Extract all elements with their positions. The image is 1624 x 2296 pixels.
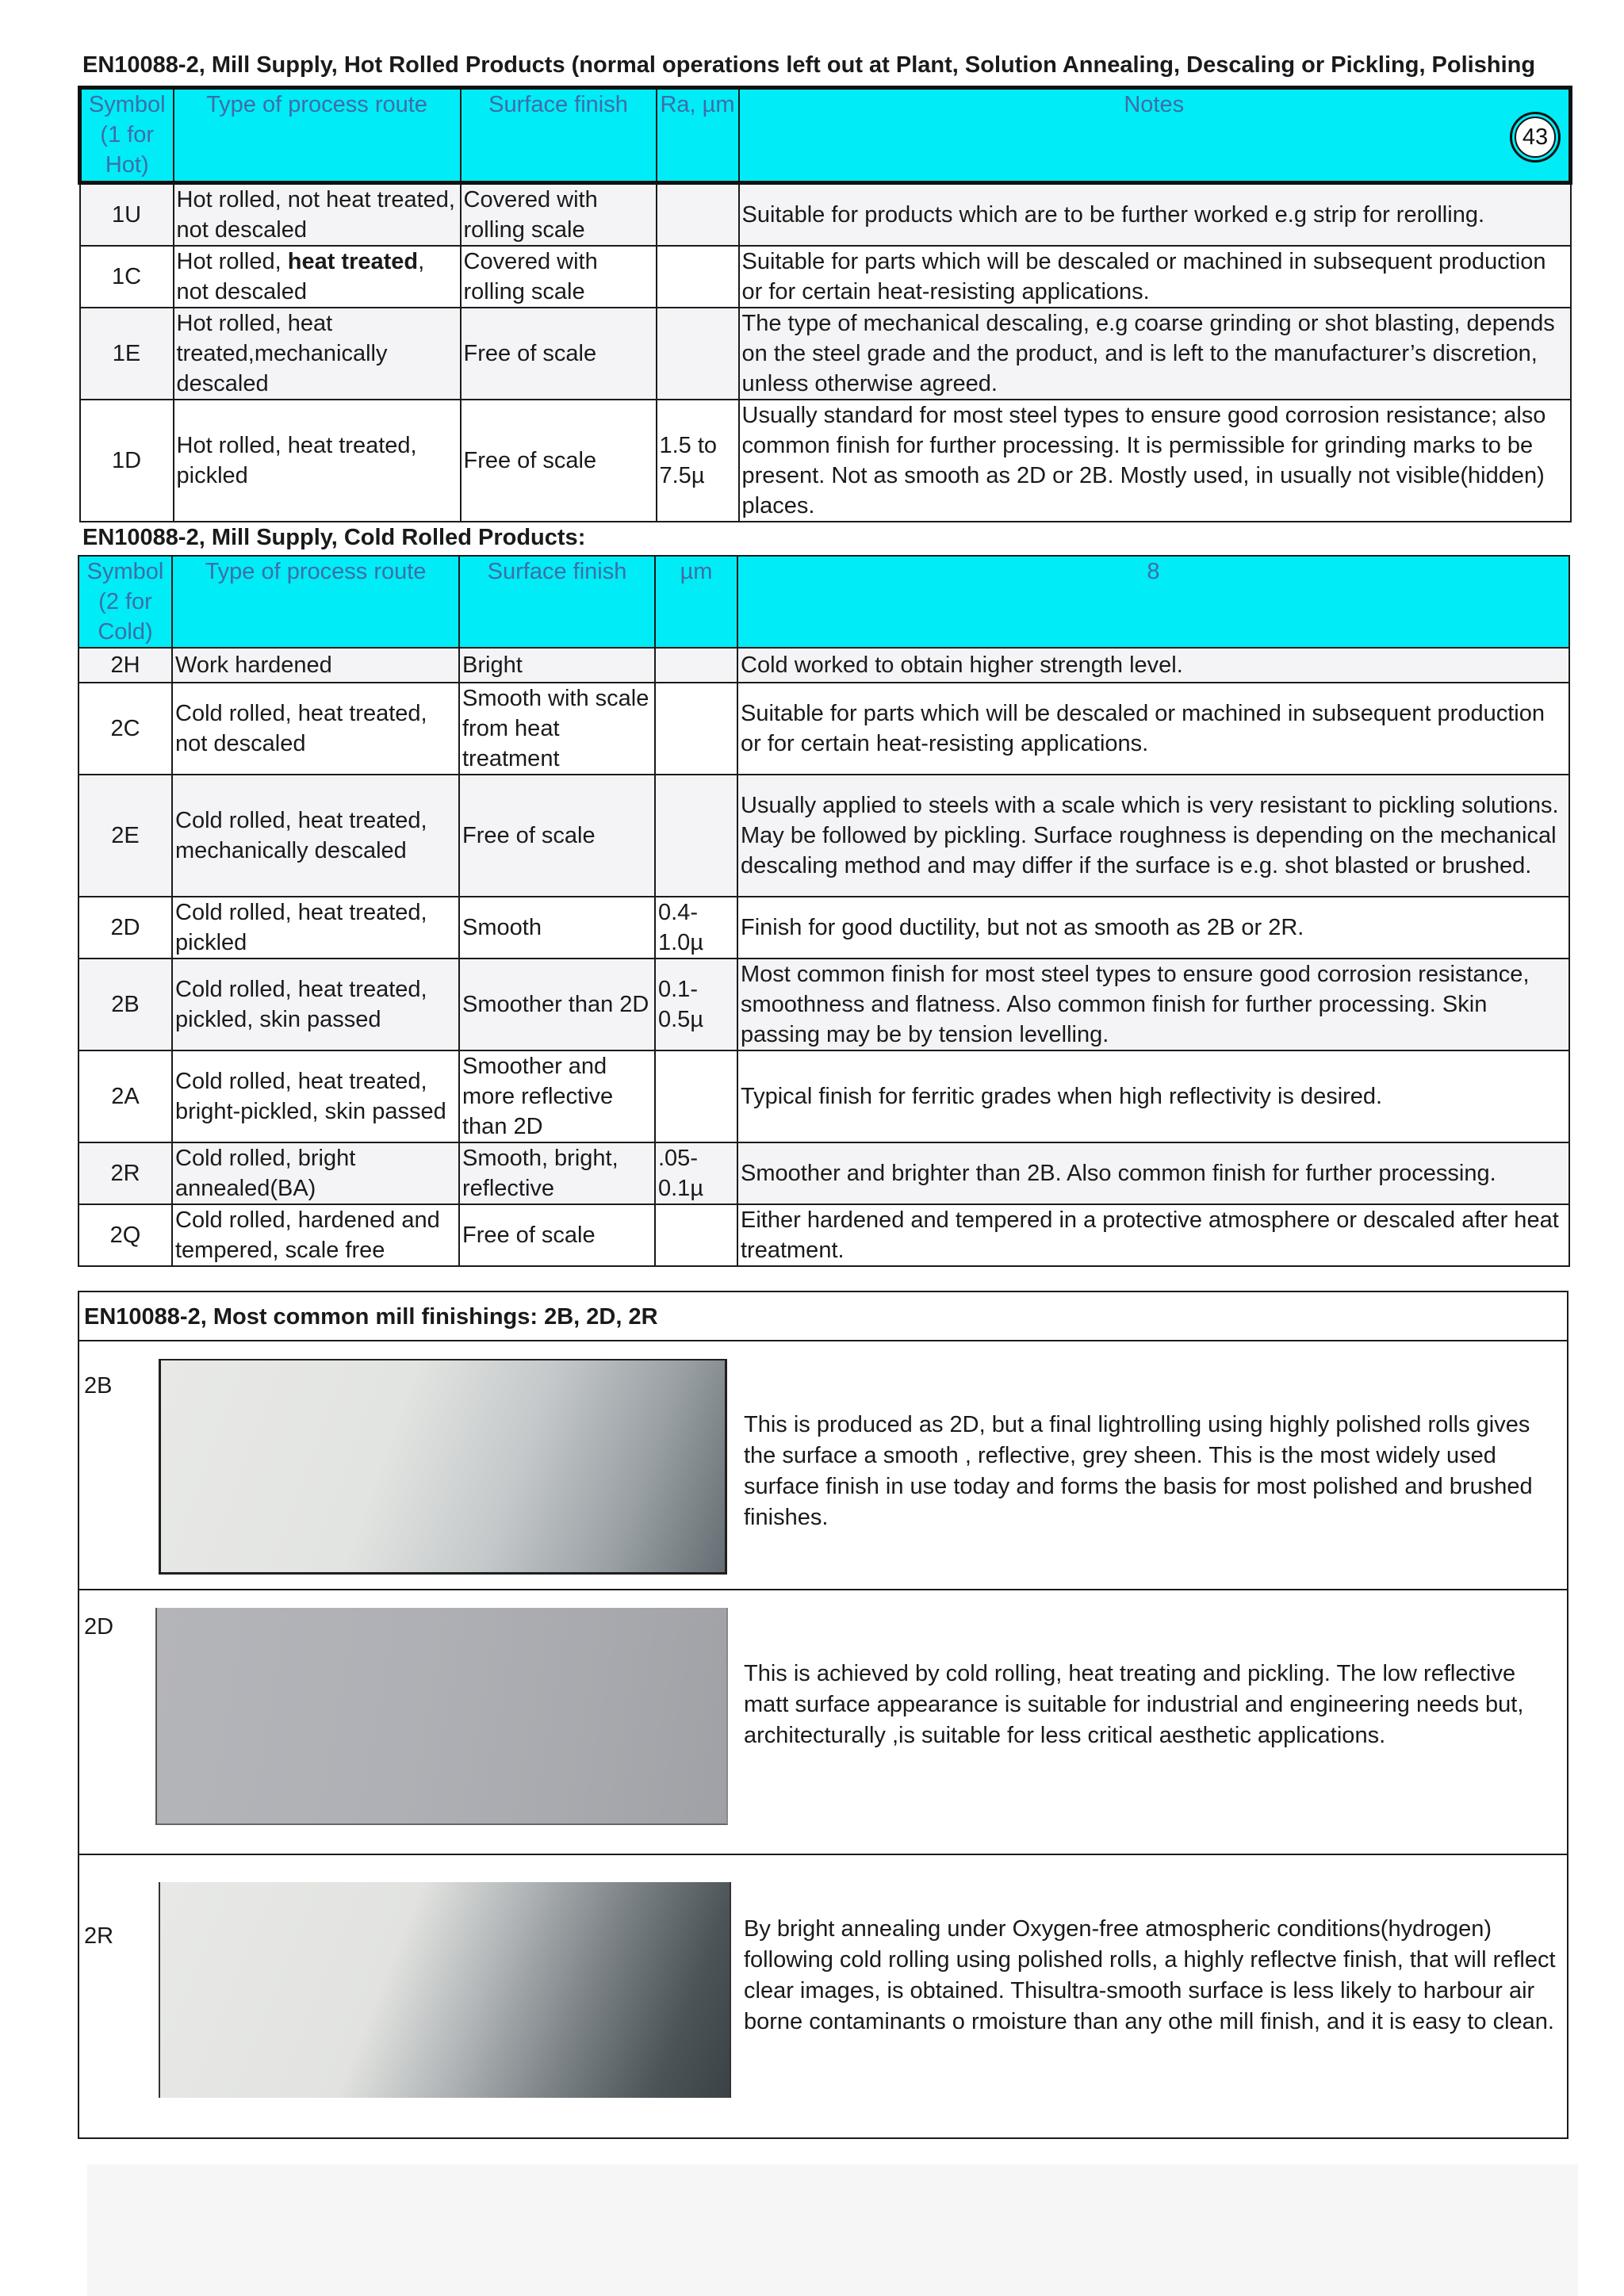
- ra-cell: [655, 648, 737, 683]
- finish-sample-description: This is produced as 2D, but a final lightrolling using highly polished rolls gives the surface a smooth , reflective, grey sheen. This is the most widely used surface finish in use today and forms the basis for most polished and brushed finishes.: [744, 1412, 1533, 1530]
- col-route-header: Type of process route: [172, 556, 459, 648]
- notes-cell: Either hardened and tempered in a protective atmosphere or descaled after heat treatment.: [737, 1204, 1569, 1266]
- finish-cell: Bright: [459, 648, 655, 683]
- symbol-cell: 1U: [80, 183, 174, 247]
- finish-2r-swatch-image: [159, 1882, 731, 2098]
- notes-cell: Suitable for parts which will be descaled or machined in subsequent production or for certain heat-resisting applications.: [737, 683, 1569, 775]
- finish-sample-label: 2D: [84, 1614, 114, 1640]
- route-cell: Work hardened: [172, 648, 459, 683]
- symbol-cell: 2D: [79, 897, 172, 959]
- ra-cell: [655, 683, 737, 775]
- finish-cell: Smoother and more reflective than 2D: [459, 1050, 655, 1142]
- ra-cell: 0.1-0.5µ: [655, 959, 737, 1050]
- finish-sample-2b: [79, 1341, 1567, 1590]
- route-cell: Hot rolled, heat treated, pickled: [174, 400, 461, 522]
- col-finish-header: Surface finish: [461, 88, 657, 183]
- ra-cell: .05-0.1µ: [655, 1142, 737, 1204]
- table-row: [79, 959, 1569, 1050]
- table-row: [79, 648, 1569, 683]
- notes-header-label: Notes: [1124, 92, 1185, 117]
- col-finish-header: Surface finish: [459, 556, 655, 648]
- finish-sample-description: This is achieved by cold rolling, heat treating and pickling. The low reflective matt surface appearance is suitable for industrial and engineering needs but, architecturally ,is suitable for less critical aesthetic applications.: [744, 1661, 1524, 1748]
- symbol-cell: 2R: [79, 1142, 172, 1204]
- route-cell: Hot rolled, heat treated,mechanically descaled: [174, 308, 461, 400]
- ra-cell: [657, 308, 739, 400]
- hot-header-row: [80, 88, 1571, 183]
- finish-sample-label: 2R: [84, 1923, 114, 1949]
- notes-cell: Usually applied to steels with a scale which is very resistant to pickling solutions. May be followed by pickling. Surface roughness is depending on the mechanical descaling method and may differ if the surface is e.g. shot blasted or brushed.: [737, 775, 1569, 897]
- finish-cell: Smooth, bright, reflective: [459, 1142, 655, 1204]
- ra-cell: [655, 775, 737, 897]
- finish-cell: Smoother than 2D: [459, 959, 655, 1050]
- finish-2b-swatch-image: [159, 1359, 727, 1575]
- table-row: [80, 308, 1571, 400]
- ra-cell: [655, 1050, 737, 1142]
- table-row: [79, 683, 1569, 775]
- route-text: Hot rolled,: [176, 249, 288, 274]
- common-finishes-panel: [78, 1291, 1568, 2139]
- finish-sample-2d: [79, 1590, 1567, 1855]
- finish-sample-label: 2B: [84, 1373, 113, 1399]
- finish-sample-description: By bright annealing under Oxygen-free atmospheric conditions(hydrogen) following cold rolling using polished rolls, a highly reflectve finish, that will reflect clear images, is obtained. Thisultra-smooth surface is less likely to harbour air borne contaminants o rmoisture than any othe mill finish, and it is easy to clean.: [744, 1916, 1556, 2034]
- finish-cell: Free of scale: [459, 775, 655, 897]
- route-cell: Cold rolled, heat treated, mechanically descaled: [172, 775, 459, 897]
- table-row: [79, 897, 1569, 959]
- col-route-header: Type of process route: [174, 88, 461, 183]
- route-cell: Cold rolled, heat treated, pickled: [172, 897, 459, 959]
- route-emphasis: heat treated: [287, 249, 419, 274]
- col-ra-header: µm: [655, 556, 737, 648]
- col-ra-header: Ra, µm: [657, 88, 739, 183]
- hot-rolled-heading: EN10088-2, Mill Supply, Hot Rolled Products (normal operations left out at Plant, Solution Annealing, Descaling or Pickling, Polishing: [82, 52, 1536, 78]
- col-symbol-header: Symbol (1 for Hot): [80, 88, 174, 183]
- symbol-cell: 2A: [79, 1050, 172, 1142]
- route-cell: Cold rolled, heat treated, pickled, skin passed: [172, 959, 459, 1050]
- route-cell: Cold rolled, bright annealed(BA): [172, 1142, 459, 1204]
- finish-cell: Covered with rolling scale: [461, 246, 657, 308]
- page-number: 43: [1515, 117, 1556, 158]
- ra-cell: 0.4-1.0µ: [655, 897, 737, 959]
- table-row: [79, 1204, 1569, 1266]
- ra-cell: 1.5 to 7.5µ: [657, 400, 739, 522]
- hot-rolled-table: [78, 86, 1572, 522]
- notes-cell: Suitable for parts which will be descaled or machined in subsequent production or for certain heat-resisting applications.: [739, 246, 1571, 308]
- finish-2d-swatch-image: [155, 1608, 728, 1825]
- symbol-cell: 2H: [79, 648, 172, 683]
- table-row: [79, 1050, 1569, 1142]
- cold-header-row: [79, 556, 1569, 648]
- finish-cell: Free of scale: [461, 308, 657, 400]
- route-text-end: , not descaled: [176, 249, 425, 304]
- finish-sample-2r: [79, 1855, 1567, 2137]
- table-row: [80, 400, 1571, 522]
- page-bottom-shade: [87, 2164, 1578, 2296]
- symbol-cell: 1D: [80, 400, 174, 522]
- route-cell: Cold rolled, heat treated, not descaled: [172, 683, 459, 775]
- symbol-cell: 2E: [79, 775, 172, 897]
- symbol-cell: 1E: [80, 308, 174, 400]
- symbol-cell: 2C: [79, 683, 172, 775]
- finish-cell: Smooth with scale from heat treatment: [459, 683, 655, 775]
- notes-cell: Typical finish for ferritic grades when high reflectivity is desired.: [737, 1050, 1569, 1142]
- notes-cell: Suitable for products which are to be further worked e.g strip for rerolling.: [739, 183, 1571, 247]
- notes-cell: Cold worked to obtain higher strength level.: [737, 648, 1569, 683]
- symbol-cell: 2B: [79, 959, 172, 1050]
- finish-cell: Free of scale: [459, 1204, 655, 1266]
- cold-rolled-heading: EN10088-2, Mill Supply, Cold Rolled Products:: [82, 525, 586, 550]
- col-notes-header: [739, 88, 1571, 183]
- finish-cell: Smooth: [459, 897, 655, 959]
- ra-cell: [657, 183, 739, 247]
- notes-cell: Usually standard for most steel types to ensure good corrosion resistance; also common finish for further processing. It is permissible for grinding marks to be present. Not as smooth as 2D or 2B. Mostly used, in usually not visible(hidden) places.: [739, 400, 1571, 522]
- notes-cell: Most common finish for most steel types to ensure good corrosion resistance, smoothness and flatness. Also common finish for further processing. Skin passing may be by tension levelling.: [737, 959, 1569, 1050]
- table-row: [79, 775, 1569, 897]
- notes-cell: Finish for good ductility, but not as smooth as 2B or 2R.: [737, 897, 1569, 959]
- ra-cell: [657, 246, 739, 308]
- page-number-badge: [1510, 112, 1561, 163]
- col-notes-header: 8: [737, 556, 1569, 648]
- symbol-cell: 2Q: [79, 1204, 172, 1266]
- finish-cell: Covered with rolling scale: [461, 183, 657, 247]
- table-row: [79, 1142, 1569, 1204]
- table-row: [80, 183, 1571, 247]
- notes-cell: The type of mechanical descaling, e.g coarse grinding or shot blasting, depends on the steel grade and the product, and is left to the manufacturer’s discretion, unless otherwise agreed.: [739, 308, 1571, 400]
- route-cell: Hot rolled, not heat treated, not descaled: [174, 183, 461, 247]
- finish-cell: Free of scale: [461, 400, 657, 522]
- route-cell: Cold rolled, hardened and tempered, scale free: [172, 1204, 459, 1266]
- col-symbol-header: Symbol (2 for Cold): [79, 556, 172, 648]
- route-cell: [174, 246, 461, 308]
- common-finishes-heading: EN10088-2, Most common mill finishings: 2B, 2D, 2R: [79, 1292, 1567, 1341]
- cold-rolled-table: [78, 555, 1570, 1267]
- notes-cell: Smoother and brighter than 2B. Also common finish for further processing.: [737, 1142, 1569, 1204]
- table-row: [80, 246, 1571, 308]
- symbol-cell: 1C: [80, 246, 174, 308]
- route-cell: Cold rolled, heat treated, bright-pickled, skin passed: [172, 1050, 459, 1142]
- ra-cell: [655, 1204, 737, 1266]
